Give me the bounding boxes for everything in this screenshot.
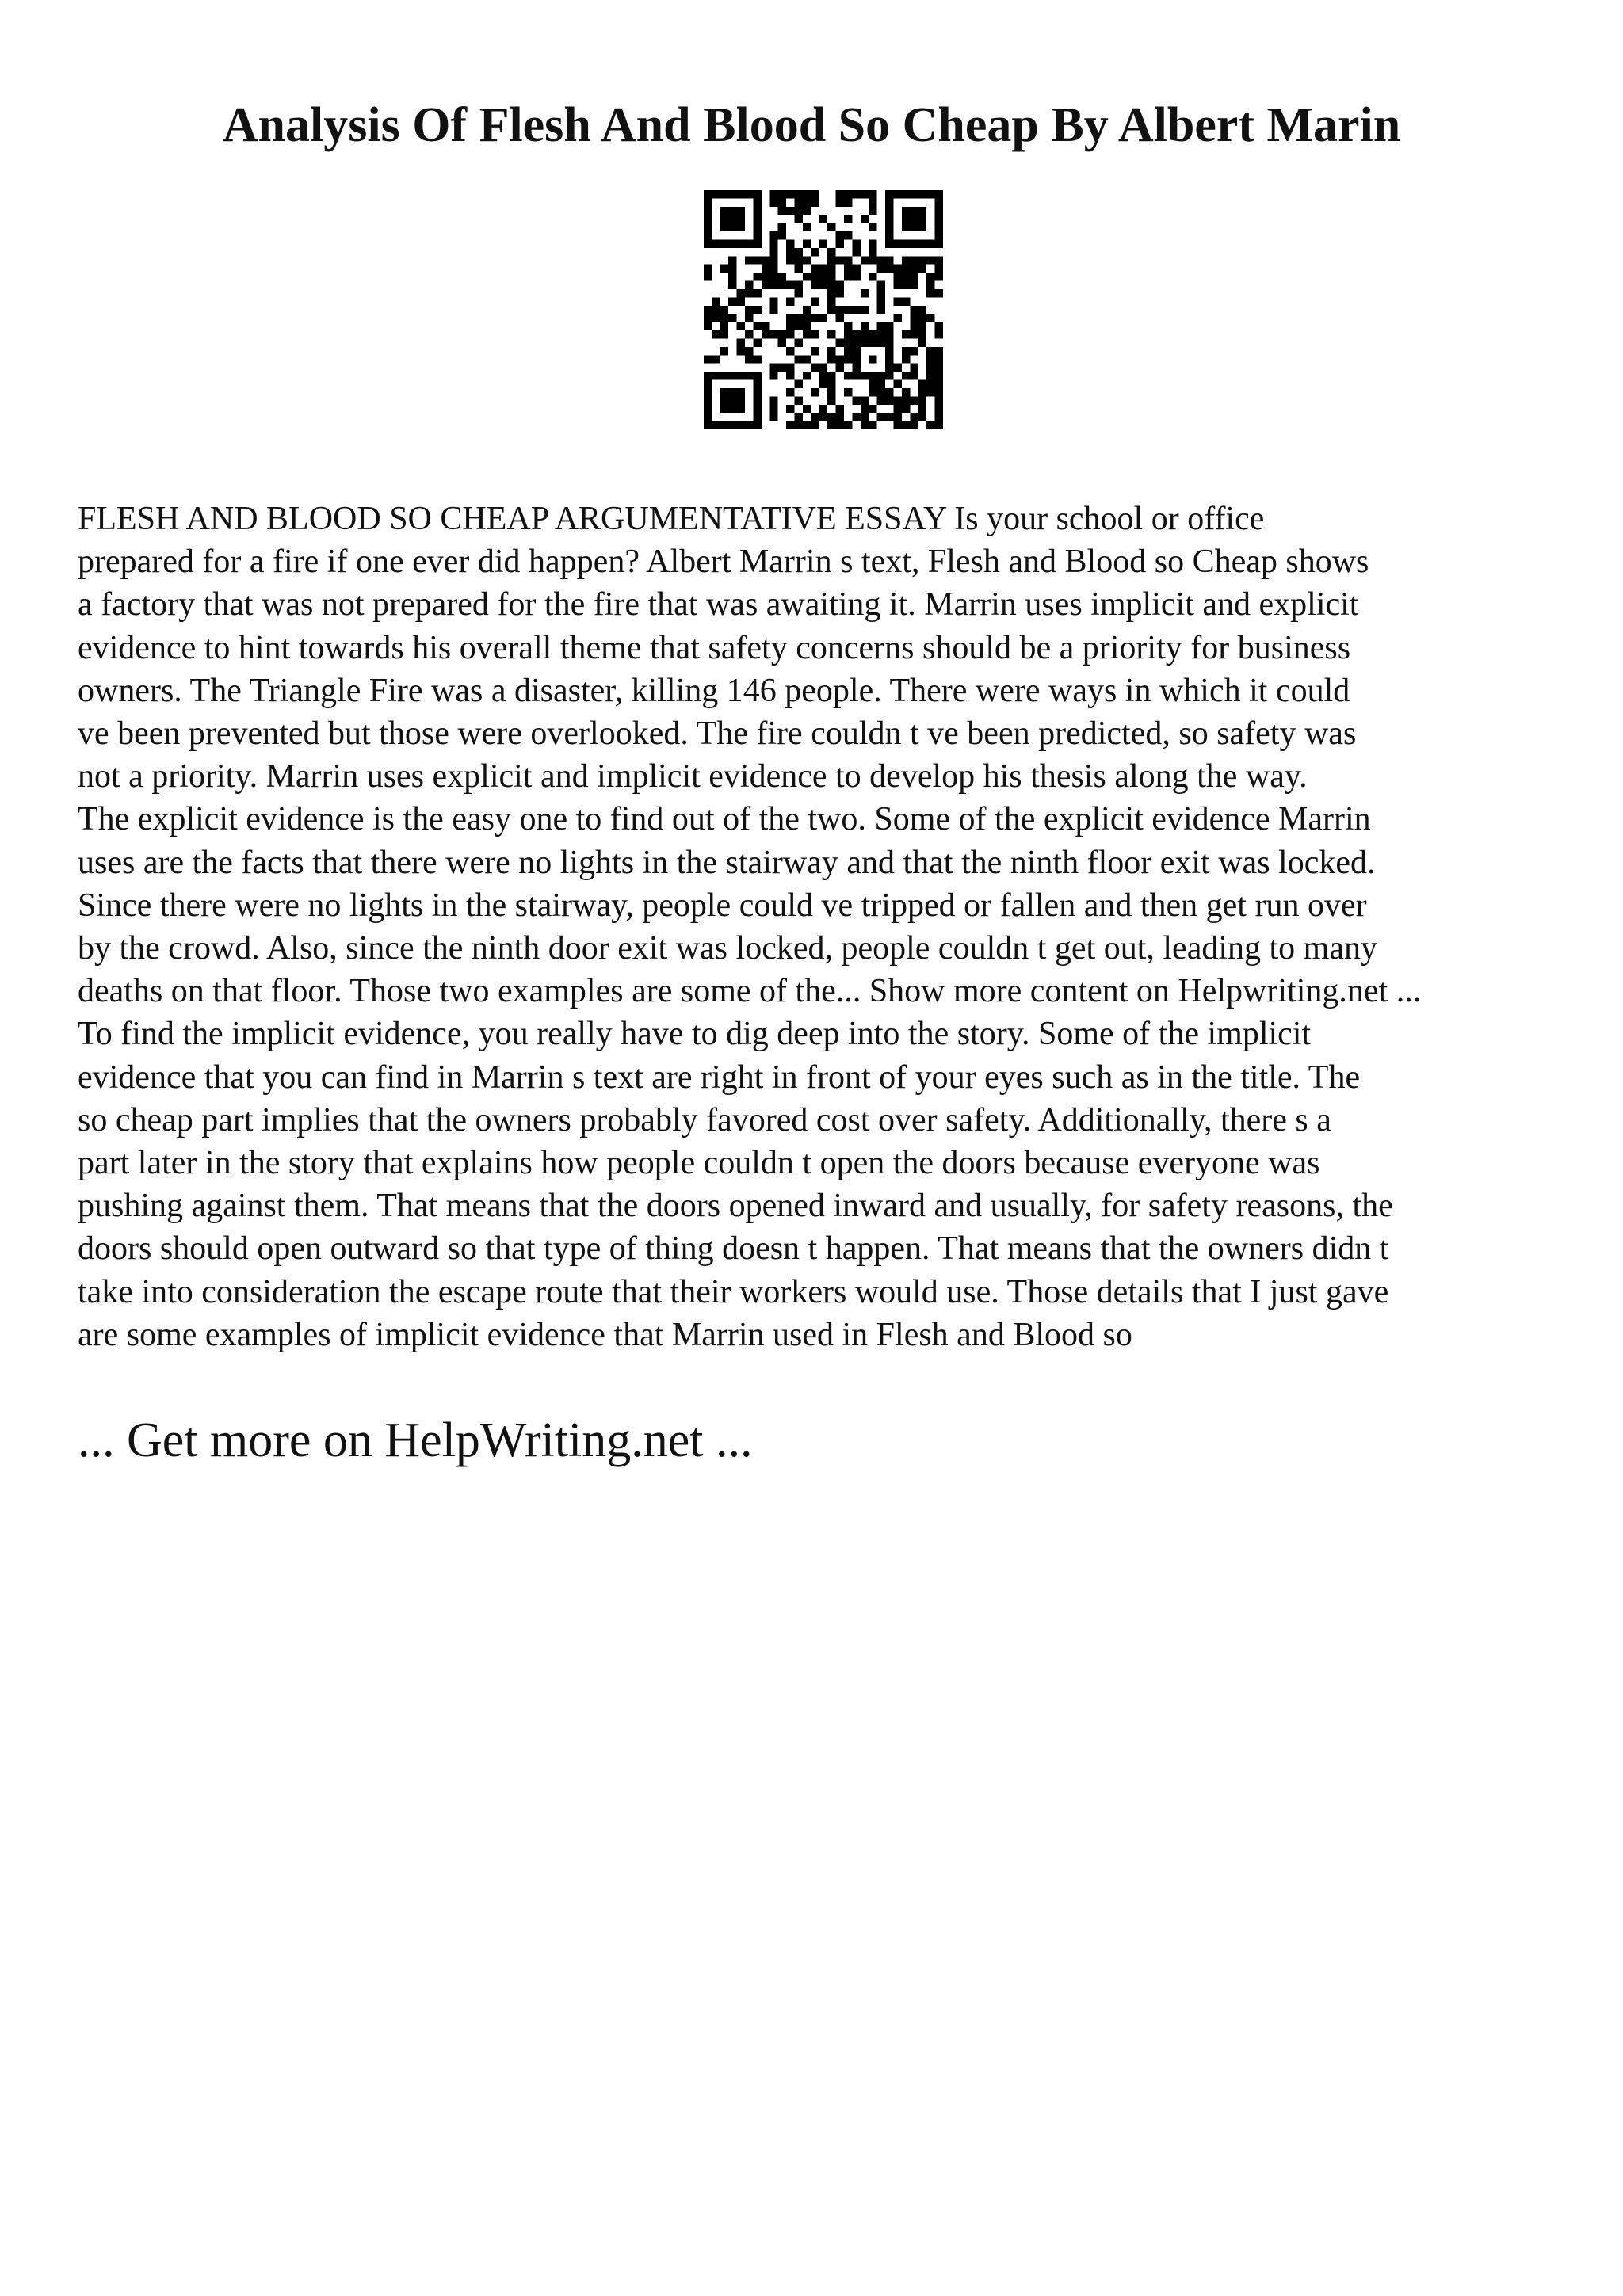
- get-more-link[interactable]: ... Get more on HelpWriting.net ...: [78, 1413, 753, 1467]
- qr-code-icon: [704, 190, 943, 429]
- essay-line: part later in the story that explains how people couldn t open the doors because everyone was: [78, 1145, 1320, 1182]
- essay-line: evidence to hint towards his overall theme that safety concerns should be a priority for business: [78, 629, 1351, 666]
- essay-line: so cheap part implies that the owners probably favored cost over safety. Additionally, there s a: [78, 1101, 1331, 1138]
- essay-line: uses are the facts that there were no lights in the stairway and that the ninth floor exit was locked.: [78, 844, 1376, 881]
- essay-line: owners. The Triangle Fire was a disaster, killing 146 people. There were ways in which it could: [78, 672, 1350, 709]
- essay-line: a factory that was not prepared for the fire that was awaiting it. Marrin uses implicit and explicit: [78, 586, 1359, 624]
- page-title: Analysis Of Flesh And Blood So Cheap By Albert Marin: [222, 98, 1401, 152]
- essay-body: [78, 498, 1583, 1356]
- essay-line: To find the implicit evidence, you really have to dig deep into the story. Some of the implicit: [78, 1016, 1312, 1053]
- essay-line: not a priority. Marrin uses explicit and implicit evidence to develop his thesis along the way.: [78, 758, 1308, 795]
- essay-line: prepared for a fire if one ever did happen? Albert Marrin s text, Flesh and Blood so Cheap shows: [78, 543, 1369, 581]
- essay-line: The explicit evidence is the easy one to find out of the two. Some of the explicit evidence Marrin: [78, 801, 1371, 838]
- essay-line: take into consideration the escape route that their workers would use. Those details that I just gave: [78, 1273, 1389, 1310]
- essay-line: Since there were no lights in the stairway, people could ve tripped or fallen and then get run over: [78, 887, 1367, 924]
- essay-line: ve been prevented but those were overlooked. The fire couldn t ve been predicted, so safety was: [78, 715, 1357, 753]
- essay-line: FLESH AND BLOOD SO CHEAP ARGUMENTATIVE ESSAY Is your school or office: [78, 501, 1265, 537]
- essay-line: deaths on that floor. Those two examples are some of the... Show more content on Helpwriting.net ...: [78, 973, 1422, 1010]
- essay-line: doors should open outward so that type of thing doesn t happen. That means that the owners didn t: [78, 1230, 1389, 1268]
- essay-line: evidence that you can find in Marrin s text are right in front of your eyes such as in the title. The: [78, 1058, 1361, 1096]
- essay-line: are some examples of implicit evidence that Marrin used in Flesh and Blood so: [78, 1316, 1132, 1353]
- essay-line: by the crowd. Also, since the ninth door exit was locked, people couldn t get out, leading to many: [78, 930, 1377, 967]
- qr-code-graphic: [704, 190, 943, 429]
- essay-line: pushing against them. That means that the doors opened inward and usually, for safety reasons, the: [78, 1188, 1393, 1225]
